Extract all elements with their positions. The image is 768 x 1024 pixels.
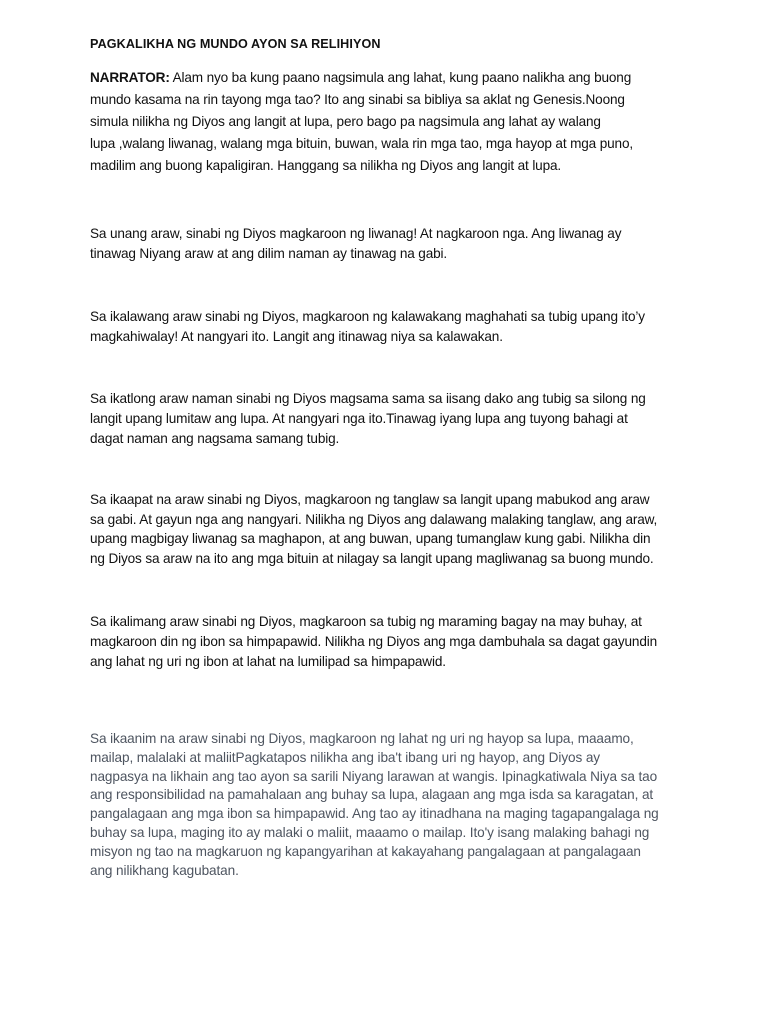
intro-line: madilim ang buong kapaligiran. Hanggang sa nilikha ng Diyos ang langit at lupa. — [90, 158, 562, 173]
paragraph-line: Sa ikalawang araw sinabi ng Diyos, magkaroon ng kalawakang maghahati sa tubig upang ito’y — [90, 309, 645, 324]
paragraph-line: Sa ikatlong araw naman sinabi ng Diyos magsama sama sa iisang dako ang tubig sa silong ng — [90, 391, 646, 406]
paragraph-line: sa gabi. At gayun nga ang nangyari. Nilikha ng Diyos ang dalawang malaking tanglaw, ang araw, — [90, 511, 658, 527]
paragraph-day-3 — [90, 389, 682, 449]
paragraph-line: ng Diyos sa araw na ito ang mga bituin at nilagay sa langit upang magliwanag sa buong mundo. — [90, 550, 654, 566]
paragraph-day-6 — [90, 730, 682, 880]
intro-paragraph — [90, 67, 682, 177]
paragraph-day-2 — [90, 307, 682, 347]
paragraph-day-1 — [90, 224, 682, 264]
intro-line: simula nilikha ng Diyos ang langit at lupa, pero bago pa nagsimula ang lahat ay walang — [90, 114, 601, 129]
paragraph-line: ang lahat ng uri ng ibon at lahat na lumilipad sa himpapawid. — [90, 654, 446, 669]
intro-line: mundo kasama na rin tayong mga tao? Ito ang sinabi sa bibliya sa aklat ng Genesis.Noong — [90, 92, 625, 107]
paragraph-line: langit upang lumitaw ang lupa. At nangyari nga ito.Tinawag iyang lupa ang tuyong bahagi at — [90, 411, 628, 426]
intro-line: lupa ,walang liwanag, walang mga bituin, buwan, wala rin mga tao, mga hayop at mga puno, — [90, 136, 633, 151]
paragraph-line: Sa unang araw, sinabi ng Diyos magkaroon ng liwanag! At nagkaroon nga. Ang liwanag ay — [90, 226, 622, 241]
speaker-label: NARRATOR: — [90, 70, 170, 85]
paragraph-line: misyon ng tao na magkaruon ng kapangyarihan at kakayahang pangalagaan at pangalagaan — [90, 843, 641, 859]
document-title: PAGKALIKHA NG MUNDO AYON SA RELIHIYON — [90, 37, 381, 51]
paragraph-line: buhay sa lupa, maging ito ay malaki o maliit, maaamo o mailap. Ito'y isang malaking bahagi ng — [90, 824, 650, 840]
paragraph-line: Sa ikaapat na araw sinabi ng Diyos, magkaroon ng tanglaw sa langit upang mabukod ang araw — [90, 492, 650, 507]
paragraph-line: nagpasya na likhain ang tao ayon sa sarili Niyang larawan at wangis. Ipinagkatiwala Niya sa tao — [90, 768, 658, 784]
paragraph-line: ang responsibilidad na pamahalaan ang buhay sa lupa, alagaan ang mga isda sa karagatan, at — [90, 787, 654, 803]
paragraph-day-5 — [90, 612, 682, 672]
paragraph-line: Sa ikalimang araw sinabi ng Diyos, magkaroon sa tubig ng maraming bagay na may buhay, at — [90, 614, 642, 629]
paragraph-line: upang magbigay liwanag sa maghapon, at ang buwan, upang tumanglaw kung gabi. Nilikha din — [90, 531, 651, 546]
paragraph-line: tinawag Niyang araw at ang dilim naman ay tinawag na gabi. — [90, 246, 448, 261]
paragraph-line: Sa ikaanim na araw sinabi ng Diyos, magkaroon ng lahat ng uri ng hayop sa lupa, maaamo, — [90, 731, 634, 746]
paragraph-line: magkahiwalay! At nangyari ito. Langit ang itinawag niya sa kalawakan. — [90, 329, 503, 344]
paragraph-line: pangalagaan ang mga ibon sa himpapawid. Ang tao ay itinadhana na maging tagapangalaga ng — [90, 806, 659, 822]
intro-line-text: Alam nyo ba kung paano nagsimula ang lahat, kung paano nalikha ang buong — [169, 70, 632, 85]
paragraph-line: magkaroon din ng ibon sa himpapawid. Nilikha ng Diyos ang mga dambuhala sa dagat gayundin — [90, 634, 658, 649]
paragraph-line: mailap, malalaki at maliitPagkatapos nilikha ang iba't ibang uri ng hayop, ang Diyos ay — [90, 749, 601, 765]
paragraph-line: dagat naman ang nagsama samang tubig. — [90, 431, 340, 446]
paragraph-day-4 — [90, 490, 682, 568]
intro-line — [90, 67, 682, 89]
paragraph-line: ang nilikhang kagubatan. — [90, 862, 239, 878]
